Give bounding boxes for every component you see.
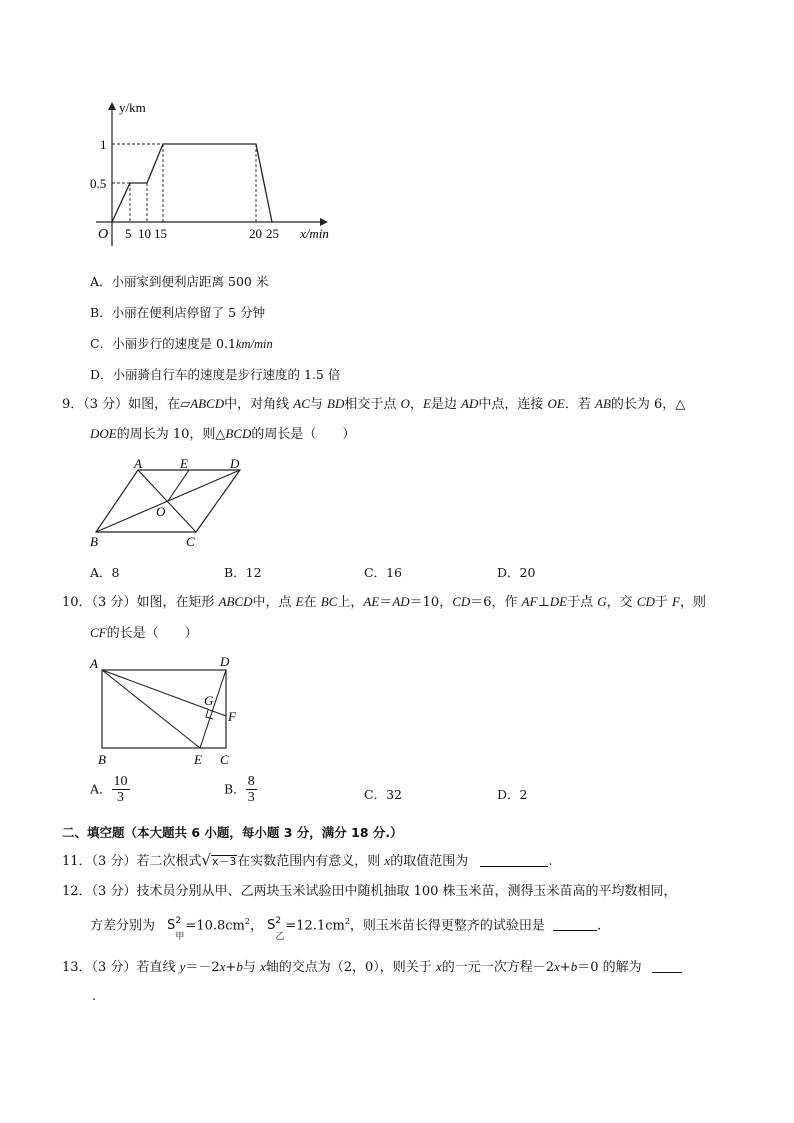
segment-ae (102, 670, 200, 748)
distance-time-graph (90, 96, 350, 248)
label-g: G (204, 693, 214, 708)
q9-option-b: B．12 (224, 565, 262, 580)
label-d: D (220, 654, 230, 669)
x-tick-25: 25 (266, 226, 279, 241)
y-axis-label: y/km (119, 100, 146, 115)
label-d: D (230, 456, 240, 471)
x-tick-5: 5 (125, 226, 132, 241)
q8-option-a: A．小丽家到便利店距离 500 米 (90, 274, 269, 289)
q12-line-2: 方差分别为 S 2 甲 $=10.8cm^2$， S 2 乙 $=12.1cm^2$，则玉米苗长得更整齐的试验田是 . (90, 916, 602, 943)
label-c: C (186, 534, 195, 549)
q9-option-d: D．20 (497, 565, 536, 580)
q8-option-c: C．小丽步行的速度是 0.1km/min (90, 336, 273, 351)
label-c: C (220, 752, 229, 767)
q9-option-a: A．8 (90, 565, 120, 580)
label-a: A (90, 656, 98, 671)
x-axis-arrow-icon (320, 218, 328, 226)
label-b: B (90, 534, 98, 549)
q9-line-1: 9．（3 分）如图，在▱ABCD中，对角线 AC与 BD相交于点 O，E是边 AD中点，连接 OE．若 AB的长为 6，△ (62, 396, 686, 412)
q12-line-1: 12．（3 分）技术员分别从甲、乙两块玉米试验田中随机抽取 100 株玉米苗，测得玉米苗高的平均数相同， (62, 884, 677, 899)
q11: 11．（3 分）若二次根式√x－3在实数范围内有意义，则 x的取值范围为 . (62, 851, 553, 869)
radical-icon: √ (201, 851, 212, 869)
x-tick-20: 20 (249, 226, 262, 241)
q13-end: . (92, 989, 97, 1004)
label-e: E (194, 752, 202, 767)
y-tick-0.5: 0.5 (90, 176, 107, 191)
label-f: F (228, 709, 236, 724)
y-axis-arrow-icon (108, 102, 116, 110)
rectangle-figure (88, 652, 248, 770)
label-e: E (180, 456, 188, 471)
origin-label: O (98, 227, 109, 242)
distance-series-line (112, 144, 272, 222)
x-axis-label: x/min (300, 226, 329, 241)
label-a: A (134, 456, 142, 471)
q11-answer-blank[interactable] (480, 854, 548, 867)
q10-option-c: C．32 (364, 787, 402, 802)
q10-option-b: B． $\frac{8}{3}$ (224, 774, 255, 806)
q10-option-a: A． $\frac{10}{3}$ (90, 774, 128, 806)
q13-answer-blank[interactable] (652, 960, 682, 973)
parallelogram-figure (84, 454, 254, 550)
q10-option-d: D．2 (497, 787, 528, 802)
x-tick-10: 10 (138, 226, 151, 241)
y-tick-1: 1 (100, 137, 107, 152)
q9-option-c: C．16 (364, 565, 402, 580)
q8-option-d: D．小丽骑自行车的速度是步行速度的 1.5 倍 (90, 367, 341, 382)
label-o: O (156, 504, 166, 519)
q9-line-2: DOE的周长为 10，则△BCD的周长是（ ） (90, 426, 356, 442)
q10-line-1: 10．（3 分）如图，在矩形 ABCD中，点 E在 BC上，AE＝AD＝10，CD＝6，作 AF⊥DE于点 G，交 CD于 F，则 (62, 594, 706, 610)
segment-de (200, 670, 226, 748)
x-tick-15: 15 (154, 226, 167, 241)
q13-line-1: 13．（3 分）若直线 y＝－2x+b与 x轴的交点为（2，0），则关于 x的一元一次方程－2x+b＝0 的解为 (62, 960, 682, 974)
q10-line-2: CF的长是（ ） (90, 625, 198, 641)
label-b: B (98, 752, 106, 767)
section-2-title: 二、填空题（本大题共 6 小题，每小题 3 分，满分 18 分.） (62, 825, 403, 840)
q8-option-b: B．小丽在便利店停留了 5 分钟 (90, 305, 266, 320)
q12-answer-blank[interactable] (553, 918, 597, 931)
